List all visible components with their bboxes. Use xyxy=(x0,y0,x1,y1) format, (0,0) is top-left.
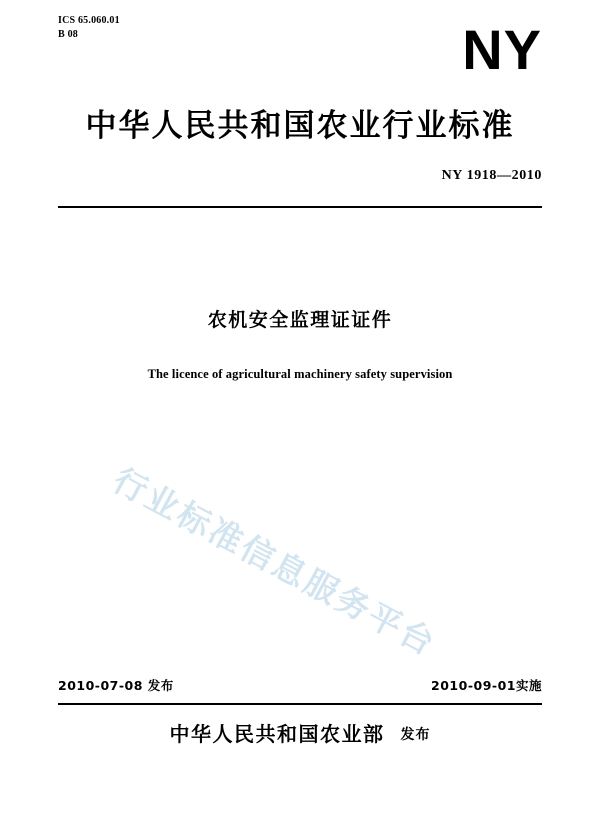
ics-code: ICS 65.060.01 xyxy=(58,15,120,26)
publisher-name: 中华人民共和国农业部 xyxy=(169,722,385,746)
classification-code: B 08 xyxy=(58,29,78,40)
document-title-chinese: 农机安全监理证证件 xyxy=(207,309,393,331)
publisher-block xyxy=(0,718,600,747)
ics-codes xyxy=(58,14,120,42)
standard-number: NY 1918—2010 xyxy=(441,168,542,183)
watermark-text: 行业标准信息服务平台 xyxy=(106,460,444,664)
publisher-verb: 发布 xyxy=(400,727,431,743)
divider-bottom xyxy=(58,703,542,705)
issue-date: 2010-07-08 发布 xyxy=(58,678,174,693)
standard-mark-ny: NY xyxy=(462,18,542,81)
effective-date: 2010-09-01实施 xyxy=(431,678,542,693)
issuing-organization-title: 中华人民共和国农业行业标准 xyxy=(85,108,515,144)
document-title-english: The licence of agricultural machinery safety supervision xyxy=(147,367,453,381)
divider-top xyxy=(58,206,542,208)
